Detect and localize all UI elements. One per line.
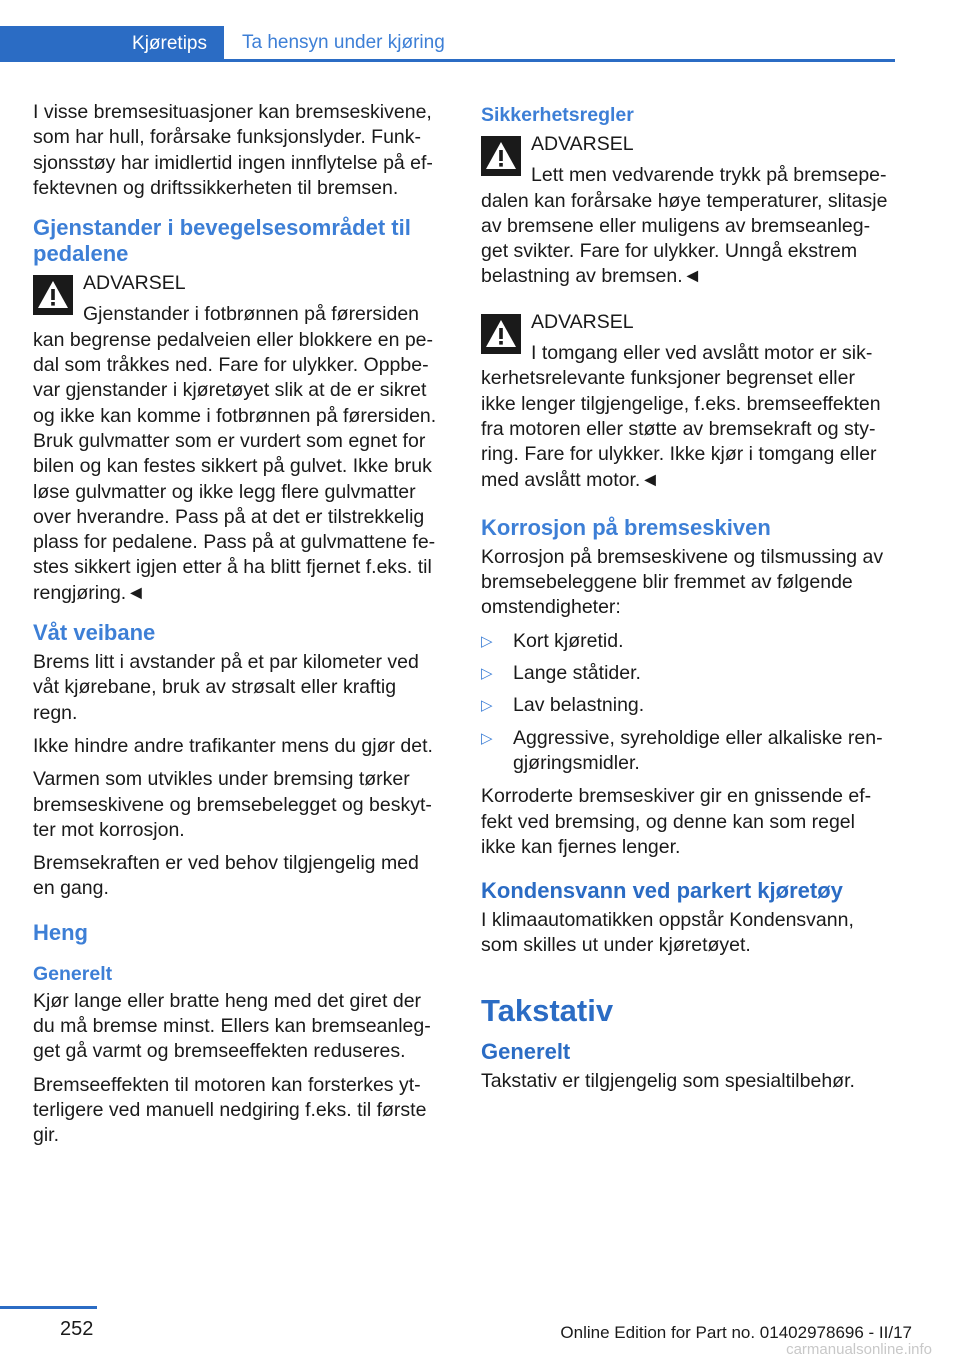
corrosion-paragraph-1: Korrosjon på bremseskivene og tilsmussing av bremsebeleggene blir fremmet av følgende omstendigheter: <box>481 545 884 619</box>
intro-paragraph: I visse bremsesituasjoner kan bremseskivene, som har hull, forårsake funksjonslyder. Funk-sjonsstøy har imidlertid ingen innflytelse på ef-fektevnen og driftssikkerheten til bremsen. <box>33 101 433 199</box>
triangle-bullet-icon: ▷ <box>481 632 493 650</box>
heading-roof-general: Generelt <box>481 1038 571 1064</box>
list-item: ▷ Kort kjøretid. <box>481 629 895 654</box>
heading-safety: Sikkerhetsregler <box>481 104 634 126</box>
heading-wet-road: Våt veibane <box>33 620 156 646</box>
roof-rack-paragraph: Takstativ er tilgjengelig som spesialtilbehør. <box>481 1069 855 1092</box>
wet-paragraph-3: Varmen som utvikles under bremsing tørker bremseskivene og bremsebelegget og beskyt-ter mot korrosjon. <box>33 768 432 841</box>
warning-idle <box>481 310 895 493</box>
list-item: ▷ Lav belastning. <box>481 693 895 718</box>
triangle-bullet-icon: ▷ <box>481 665 493 683</box>
slope-paragraph-2: Bremseeffekten til motoren kan forsterkes yt-terligere ved manuell nedgiring f.eks. til første gir. <box>33 1073 427 1147</box>
warning-title: ADVARSEL <box>83 272 186 295</box>
wet-paragraph-1: Brems litt i avstander på et par kilometer ved våt kjørebane, bruk av strøsalt eller kraftig regn. <box>33 651 419 724</box>
section-tab[interactable]: Ta hensyn under kjøring <box>242 31 445 53</box>
list-item: ▷ Aggressive, syreholdige eller alkaliske ren-gjøringsmidler. <box>481 726 883 774</box>
chapter-tab[interactable]: Kjøretips <box>0 26 224 62</box>
corrosion-paragraph-2: Korroderte bremseskiver gir en gnissende ef-fekt ved bremsing, og denne kan som regel ikke kan fjernes lenger. <box>481 785 872 858</box>
warning-pedals <box>33 271 445 606</box>
condensation-paragraph: I klimaautomatikken oppstår Kondensvann, som skilles ut under kjøretøyet. <box>481 909 854 957</box>
warning-icon <box>481 136 521 176</box>
corrosion-list <box>481 629 895 776</box>
heading-general: Generelt <box>33 962 113 985</box>
warning-icon <box>481 314 521 354</box>
warning-icon <box>33 275 73 315</box>
edition-text: Online Edition for Part no. 01402978696 - II/17 <box>560 1323 912 1342</box>
warning-title: ADVARSEL <box>531 310 634 333</box>
right-column <box>481 100 895 1102</box>
page-header <box>0 26 895 62</box>
left-column <box>33 100 445 1157</box>
triangle-bullet-icon: ▷ <box>481 729 493 747</box>
wet-paragraph-4: Bremsekraften er ved behov tilgjengelig med en gang. <box>33 852 419 900</box>
page-number: 252 <box>60 1318 94 1340</box>
warning-text: I tomgang eller ved avslått motor er sik-kerhetsrelevante funksjoner begrenset eller ikke lenger tilgjengelige, f.eks. bremseeffekten fra motoren eller støtte av bremsekraft og sty-ring. Fare for ulykker. Ikke kjør i tomgang eller med avslått motor.◄ <box>481 342 881 491</box>
heading-pedals: Gjenstander i bevegelsesområdet til pedalene <box>33 215 411 267</box>
triangle-bullet-icon: ▷ <box>481 697 493 715</box>
watermark: carmanualsonline.info <box>786 1341 932 1358</box>
list-item: ▷ Lange ståtider. <box>481 661 895 686</box>
warning-brake-pressure <box>481 132 895 290</box>
wet-paragraph-2: Ikke hindre andre trafikanter mens du gjør det. <box>33 734 433 757</box>
warning-text: Gjenstander i fotbrønnen på førersiden kan begrense pedalveien eller blokkere en pe-dal som tråkkes ned. Fare for ulykker. Oppbe-var gjenstander i kjøretøyet slik at de er sikret og ikke kan komme i fotbrønnen på førersiden. Bruk gulvmatter som er vurdert som egnet for bilen og kan festes sikkert på gulvet. Ikke bruk løse gulvmatter og ikke legg flere gulvmatter over hverandre. Pass på at det er tilstrekkelig plass for pedalene. Pass på at gulvmattene fe-stes sikkert igjen etter å ha blitt fjernet f.eks. til rengjøring.◄ <box>33 303 437 604</box>
heading-roof-rack: Takstativ <box>481 992 614 1028</box>
slope-paragraph-1: Kjør lange eller bratte heng med det giret der du må bremse minst. Ellers kan bremseanleg-get gå varmt og bremseeffekten reduseres. <box>33 989 431 1063</box>
warning-text: Lett men vedvarende trykk på bremsepe-dalen kan forårsake høye temperaturer, slitasje av bremsene eller muligens av bremseanleg-get svikter. Fare for ulykker. Unngå ekstrem belastning av bremsen.◄ <box>481 164 888 288</box>
footer-rule <box>0 1306 97 1309</box>
heading-slope: Heng <box>33 919 88 945</box>
heading-corrosion: Korrosjon på bremseskiven <box>481 514 771 540</box>
heading-condensation: Kondensvann ved parkert kjøretøy <box>481 878 843 904</box>
warning-title: ADVARSEL <box>531 133 634 155</box>
header-rule <box>0 59 895 62</box>
